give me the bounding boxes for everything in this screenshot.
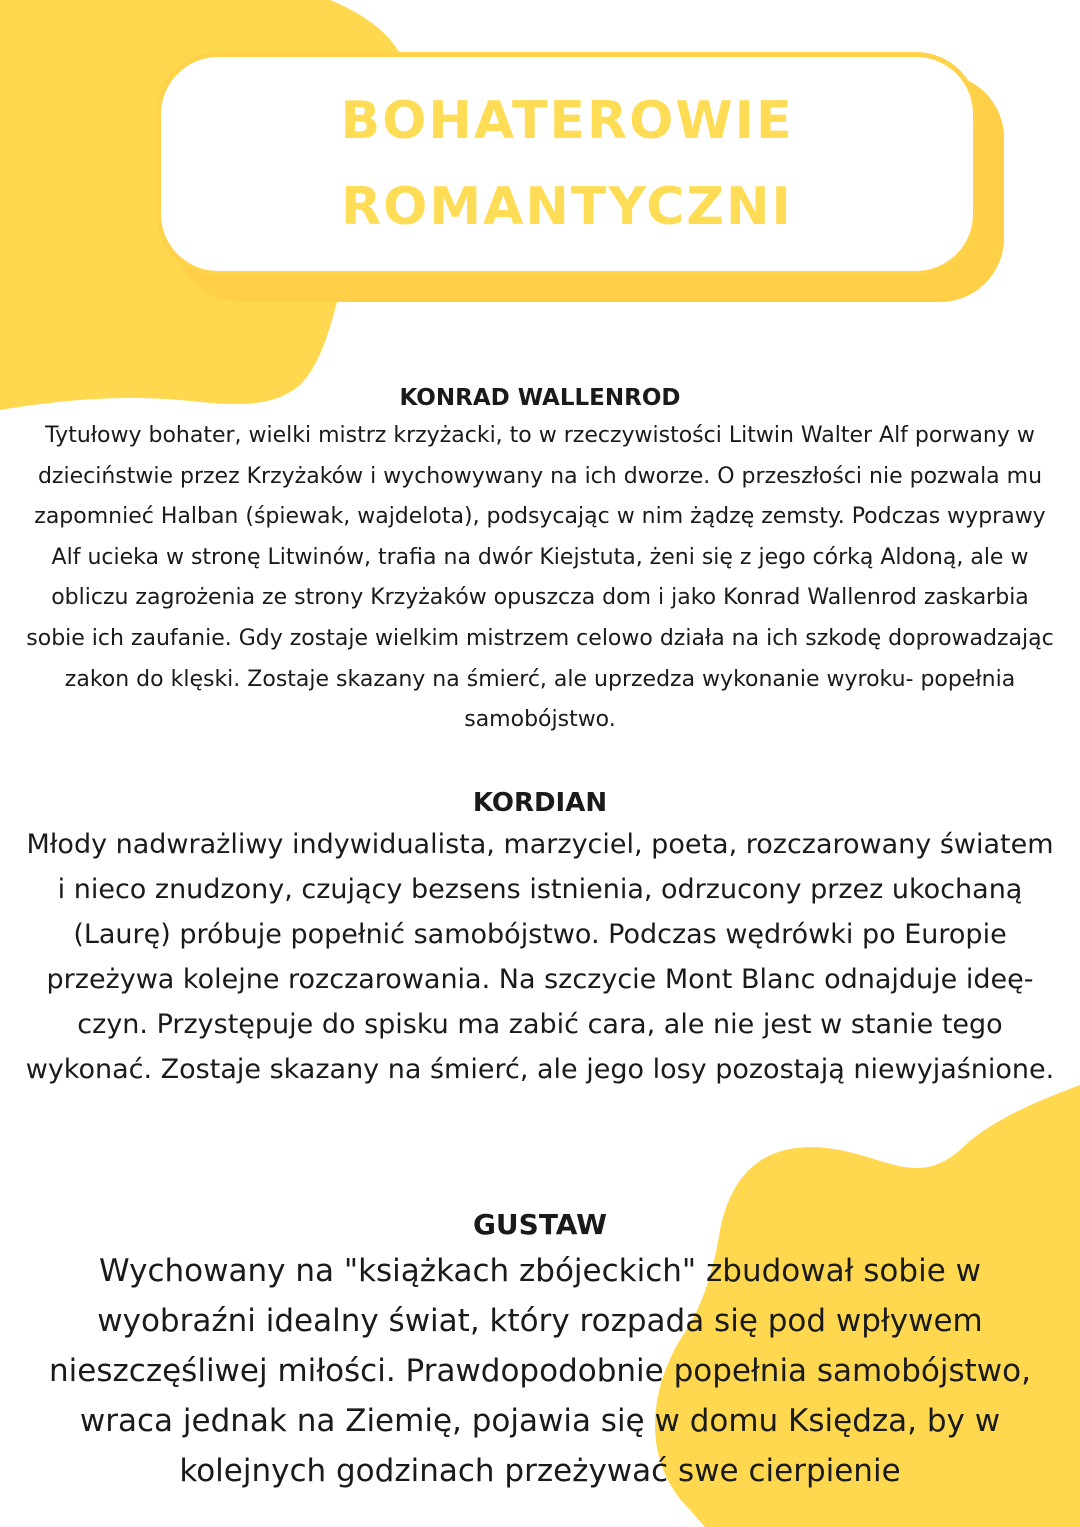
title-banner <box>176 74 1004 302</box>
section-heading: KONRAD WALLENROD <box>399 385 681 411</box>
section-heading: GUSTAW <box>472 1208 608 1241</box>
section-heading: KORDIAN <box>472 788 608 818</box>
section-body: Młody nadwrażliwy indywidualista, marzyciel, poeta, rozczarowany światem i nieco znudzony, czujący bezsens istnienia, odrzucony przez ukochaną (Laurę) próbuje popełnić samobójstwo. Podczas wędrówki po Europie przeżywa kolejne rozczarowania. Na szczycie Mont Blanc odnajduje ideę- czyn. Przystępuje do spisku ma zabić cara, ale nie jest w stanie tego wykonać. Zostaje skazany na śmierć, ale jego losy pozostają niewyjaśnione. <box>25 829 1055 1085</box>
page-title-line-2: ROMANTYCZNI <box>341 177 793 237</box>
section-body: Tytułowy bohater, wielki mistrz krzyżacki, to w rzeczywistości Litwin Walter Alf porwany w dzieciństwie przez Krzyżaków i wychowywany na ich dworze. O przeszłości nie pozwala mu zapomnieć Halban (śpiewak, wajdelota), podsycając w nim żądzę zemsty. Podczas wyprawy Alf ucieka w stronę Litwinów, trafia na dwór Kiejstuta, żeni się z jego córką Aldoną, ale w obliczu zagrożenia ze strony Krzyżaków opuszcza dom i jako Konrad Wallenrod zaskarbia sobie ich zaufanie. Gdy zostaje wielkim mistrzem celowo działa na ich szkodę doprowadzając zakon do klęski. Zostaje skazany na śmierć, ale uprzedza wykonanie wyroku- popełnia samobójstwo. <box>26 423 1054 733</box>
section-konrad-wallenrod <box>20 380 1060 741</box>
section-body: Wychowany na "książkach zbójeckich" zbudował sobie w wyobraźni idealny świat, który rozpada się pod wpływem nieszczęśliwej miłości. Prawdopodobnie popełnia samobójstwo, wraca jednak na Ziemię, pojawia się w domu Księdza, by w kolejnych godzinach przeżywać swe cierpienie <box>49 1253 1031 1489</box>
section-gustaw <box>20 1204 1060 1496</box>
page-title-line-1: BOHATEROWIE <box>340 91 794 151</box>
title-card <box>156 52 978 276</box>
section-kordian <box>20 784 1060 1092</box>
